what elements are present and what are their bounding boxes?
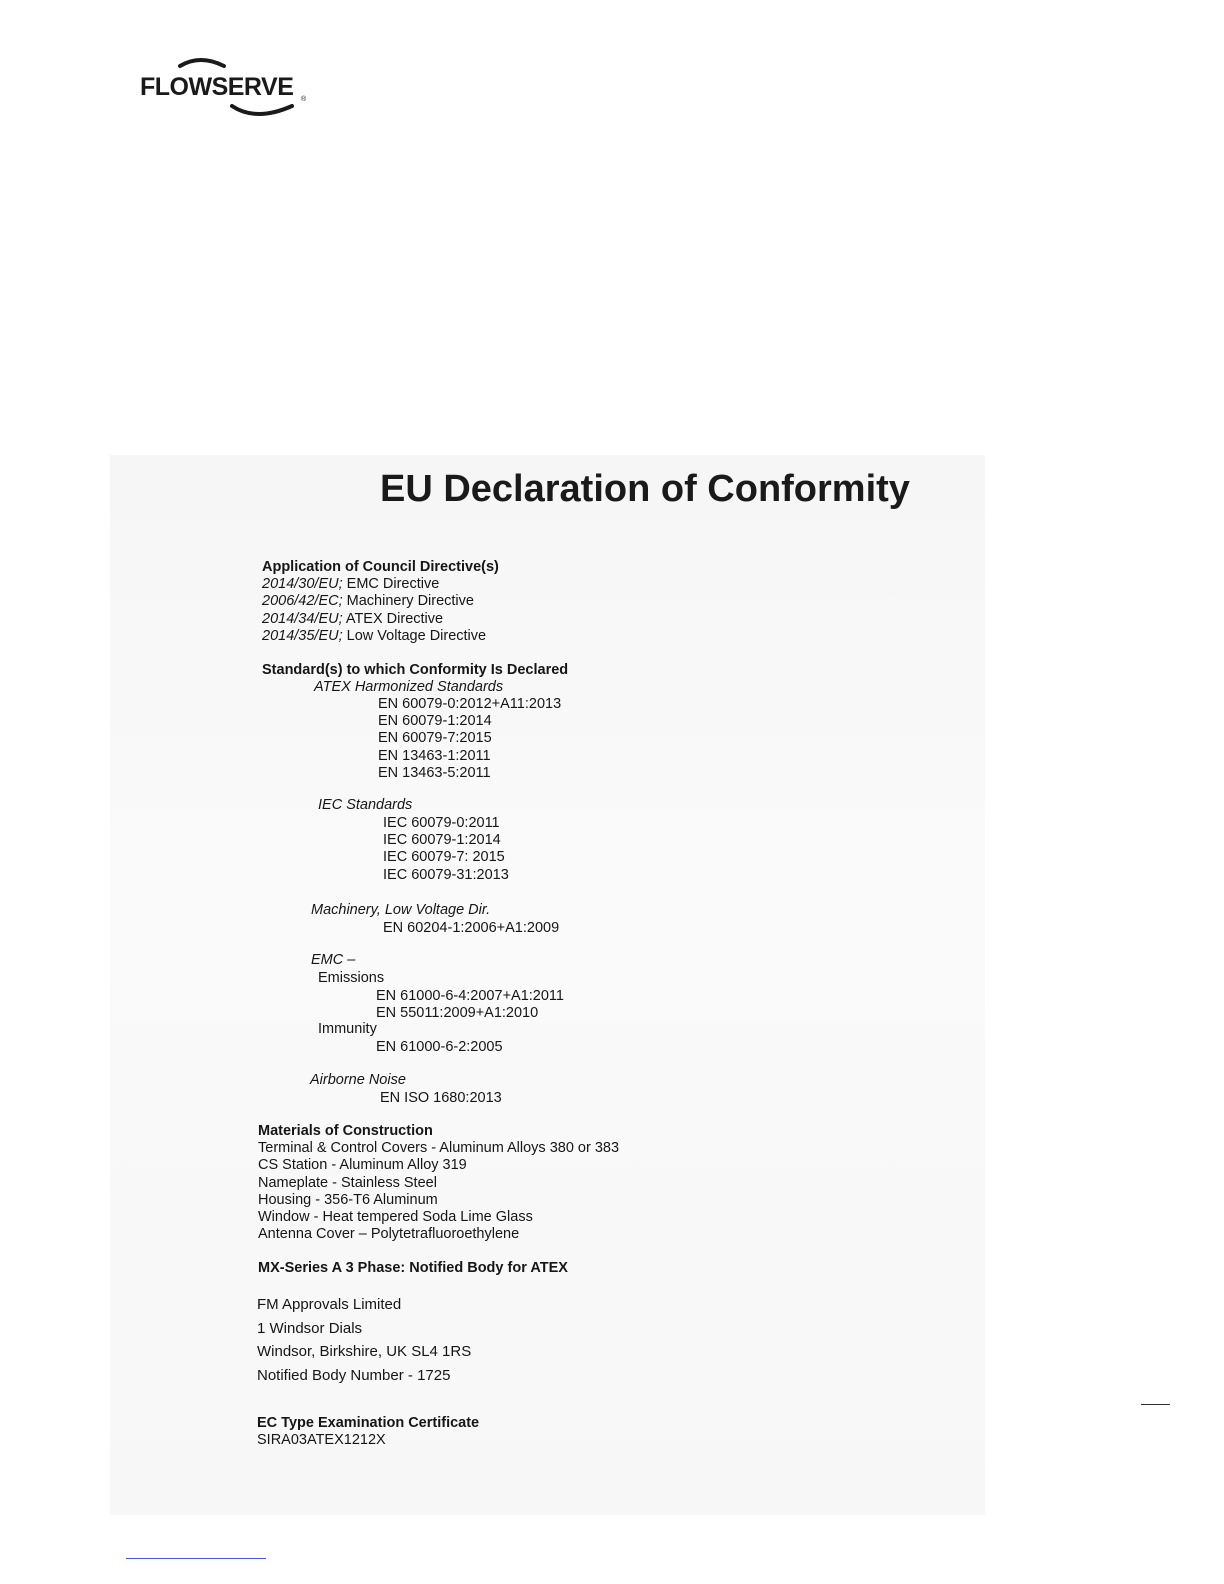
logo-text: FLOWSERVE [140,73,294,101]
standard-item: EN 55011:2009+A1:2010 [376,1005,539,1022]
directives-heading: Application of Council Directive(s) [262,559,499,575]
standard-item: EN 60204-1:2006+A1:2009 [383,920,560,936]
scan-background [110,455,985,1515]
page-title: EU Declaration of Conformity [380,468,910,510]
material-item: CS Station - Aluminum Alloy 319 [258,1157,467,1174]
standard-item: EN 13463-1:2011 [378,747,491,764]
notified-body-heading: MX-Series A 3 Phase: Notified Body for ATEX [258,1260,568,1276]
margin-rule [1141,1404,1170,1405]
standard-item: IEC 60079-1:2014 [383,832,501,849]
registered-mark: ® [301,96,307,103]
noise-label: Airborne Noise [310,1072,406,1088]
material-item: Terminal & Control Covers - Aluminum Alloys 380 or 383 [258,1140,620,1157]
standard-item: IEC 60079-31:2013 [383,866,509,883]
address-line: 1 Windsor Dials [257,1319,363,1337]
standard-item: EN 60079-1:2014 [378,713,492,730]
directives-section [262,559,499,645]
address-line: Windsor, Birkshire, UK SL4 1RS [257,1343,472,1360]
standard-item: IEC 60079-0:2011 [383,815,500,831]
standards-section [262,662,568,696]
standard-item: EN ISO 1680:2013 [380,1090,502,1106]
flowserve-logo [140,52,316,122]
notified-body-address [257,1293,471,1387]
material-item: Window - Heat tempered Soda Lime Glass [258,1209,533,1226]
material-item: Antenna Cover – Polytetrafluoroethylene [258,1226,520,1243]
iec-standards-list [383,815,509,884]
material-item: Nameplate - Stainless Steel [258,1174,437,1191]
certificate-heading: EC Type Examination Certificate [257,1415,480,1431]
certificate-number: SIRA03ATEX1212X [257,1432,386,1449]
material-item: Housing - 356-T6 Aluminum [258,1191,438,1208]
materials-section [258,1123,619,1243]
emissions-list [376,988,564,1022]
emc-label: EMC – [311,952,356,968]
materials-heading: Materials of Construction [258,1123,433,1139]
standard-item: EN 60079-7:2015 [378,730,492,747]
standards-heading: Standard(s) to which Conformity Is Declared [262,662,569,678]
standard-item: EN 13463-5:2011 [378,764,491,781]
machinery-label: Machinery, Low Voltage Dir. [311,902,491,918]
address-line: Notified Body Number - 1725 [257,1366,451,1384]
standard-item: EN 61000-6-2:2005 [376,1039,503,1055]
immunity-label: Immunity [318,1021,377,1037]
directive-line: 2006/42/EC; Machinery Directive [262,593,474,610]
footer-rule [126,1558,266,1559]
address-line: FM Approvals Limited [257,1296,402,1313]
certificate-section [257,1415,479,1449]
atex-label: ATEX Harmonized Standards [314,679,504,696]
standard-item: EN 60079-0:2012+A11:2013 [378,696,562,712]
iec-label: IEC Standards [318,797,413,813]
directive-line: 2014/30/EU; EMC Directive [262,576,440,593]
directive-line: 2014/34/EU; ATEX Directive [262,610,444,627]
standard-item: EN 61000-6-4:2007+A1:2011 [376,988,564,1004]
directive-line: 2014/35/EU; Low Voltage Directive [262,627,487,644]
atex-standards-list [378,696,561,782]
standard-item: IEC 60079-7: 2015 [383,849,505,866]
emissions-label: Emissions [318,970,385,986]
